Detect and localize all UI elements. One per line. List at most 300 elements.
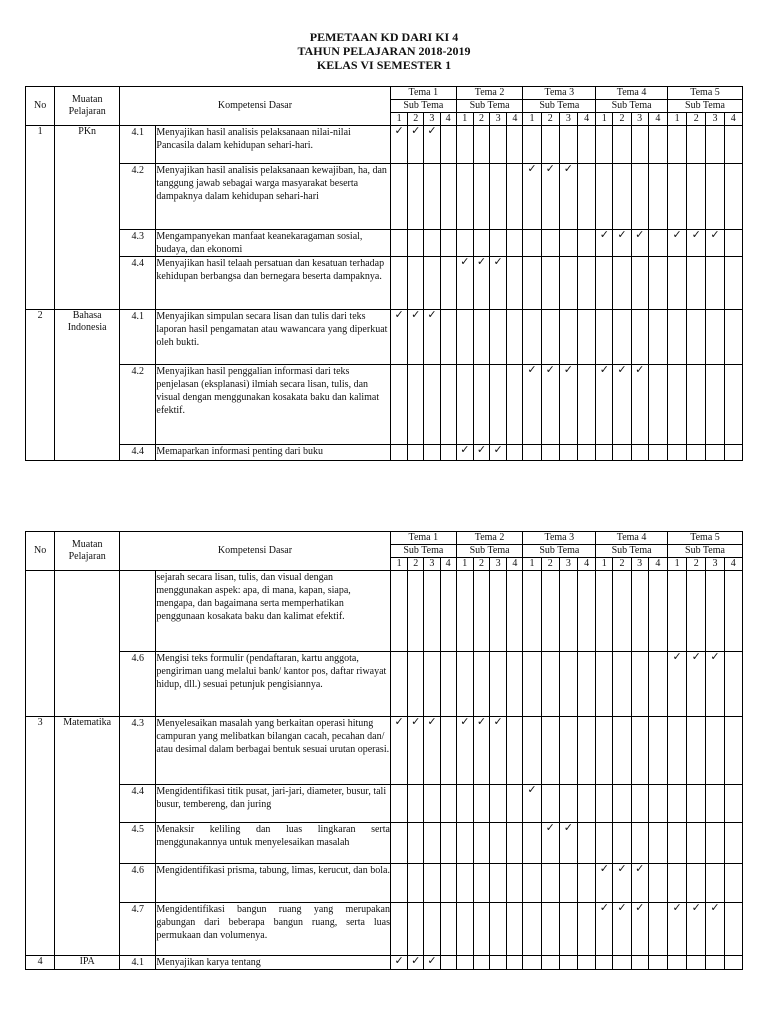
sub-tema-cell — [578, 717, 596, 785]
sub-tema-cell — [613, 310, 631, 365]
kd-code: 4.3 — [120, 717, 156, 785]
sub-tema-cell — [667, 785, 686, 823]
col-header-muatan: Muatan Pelajaran — [55, 87, 120, 126]
sub-tema-cell — [473, 903, 489, 956]
sub-tema-cell — [596, 445, 613, 461]
sub-tema-number: 3 — [559, 558, 577, 571]
sub-tema-cell — [648, 652, 667, 717]
sub-tema-cell — [706, 164, 724, 230]
check-mark: ✓ — [408, 956, 424, 970]
kd-code: 4.5 — [120, 823, 156, 864]
kd-description: Mengidentifikasi titik pusat, jari-jari, diameter, busur, tali busur, tembereng, dan juring — [156, 785, 391, 823]
sub-tema-cell — [424, 164, 440, 230]
kd-code: 4.2 — [120, 164, 156, 230]
sub-tema-cell — [523, 445, 541, 461]
table-row — [26, 903, 743, 956]
subject-name: Bahasa Indonesia — [55, 310, 120, 461]
sub-tema-cell — [687, 864, 706, 903]
sub-tema-cell — [687, 257, 706, 310]
kd-description: Menaksir keliling dan luas lingkaran serta menggunakannya untuk menyelesaikan masalah — [156, 823, 391, 864]
sub-tema-cell — [648, 257, 667, 310]
check-mark: ✓ — [390, 717, 407, 785]
sub-tema-cell — [687, 310, 706, 365]
check-mark: ✓ — [687, 652, 706, 717]
check-mark: ✓ — [596, 230, 613, 257]
table-row — [26, 571, 743, 652]
sub-tema-header: Sub Tema — [390, 545, 456, 558]
tema-header: Tema 1 — [390, 87, 456, 100]
sub-tema-cell — [724, 445, 742, 461]
sub-tema-cell — [578, 571, 596, 652]
sub-tema-cell — [424, 903, 440, 956]
sub-tema-cell — [390, 445, 407, 461]
sub-tema-cell — [541, 126, 559, 164]
sub-tema-cell — [596, 717, 613, 785]
check-mark: ✓ — [667, 903, 686, 956]
sub-tema-cell — [473, 785, 489, 823]
sub-tema-cell — [687, 956, 706, 970]
sub-tema-cell — [390, 365, 407, 445]
sub-tema-cell — [706, 956, 724, 970]
col-header-kompetensi: Kompetensi Dasar — [120, 532, 391, 571]
check-mark: ✓ — [473, 717, 489, 785]
sub-tema-cell — [390, 785, 407, 823]
sub-tema-cell — [667, 310, 686, 365]
check-mark: ✓ — [456, 445, 473, 461]
sub-tema-cell — [473, 823, 489, 864]
sub-tema-cell — [559, 257, 577, 310]
sub-tema-cell — [507, 571, 523, 652]
sub-tema-cell — [724, 164, 742, 230]
table-row — [26, 785, 743, 823]
row-number: 3 — [26, 717, 55, 956]
table-row — [26, 445, 743, 461]
check-mark: ✓ — [613, 903, 631, 956]
sub-tema-cell — [667, 717, 686, 785]
kd-code: 4.3 — [120, 230, 156, 257]
sub-tema-cell — [473, 126, 489, 164]
sub-tema-number: 4 — [648, 558, 667, 571]
sub-tema-cell — [456, 365, 473, 445]
sub-tema-cell — [667, 365, 686, 445]
sub-tema-number: 1 — [667, 558, 686, 571]
check-mark: ✓ — [408, 310, 424, 365]
sub-tema-number: 4 — [507, 113, 523, 126]
sub-tema-header: Sub Tema — [667, 100, 742, 113]
check-mark: ✓ — [687, 903, 706, 956]
kd-description: Mengampanyekan manfaat keanekaragaman sosial, budaya, dan ekonomi — [156, 230, 391, 257]
sub-tema-cell — [473, 864, 489, 903]
sub-tema-header: Sub Tema — [596, 545, 668, 558]
sub-tema-cell — [724, 956, 742, 970]
check-mark: ✓ — [473, 257, 489, 310]
sub-tema-cell — [648, 445, 667, 461]
sub-tema-cell — [648, 126, 667, 164]
sub-tema-cell — [578, 903, 596, 956]
sub-tema-cell — [490, 365, 507, 445]
sub-tema-cell — [706, 126, 724, 164]
sub-tema-cell — [490, 903, 507, 956]
sub-tema-cell — [578, 956, 596, 970]
sub-tema-cell — [578, 310, 596, 365]
check-mark: ✓ — [390, 310, 407, 365]
sub-tema-cell — [596, 164, 613, 230]
sub-tema-cell — [613, 823, 631, 864]
document-header — [0, 30, 768, 72]
sub-tema-number: 2 — [687, 113, 706, 126]
sub-tema-cell — [390, 823, 407, 864]
sub-tema-cell — [541, 785, 559, 823]
sub-tema-cell — [507, 785, 523, 823]
sub-tema-cell — [456, 571, 473, 652]
sub-tema-cell — [648, 717, 667, 785]
subject-name: IPA — [55, 956, 120, 970]
check-mark: ✓ — [424, 956, 440, 970]
sub-tema-cell — [490, 310, 507, 365]
check-mark: ✓ — [490, 445, 507, 461]
sub-tema-cell — [559, 956, 577, 970]
sub-tema-cell — [473, 365, 489, 445]
sub-tema-cell — [456, 126, 473, 164]
sub-tema-cell — [408, 257, 424, 310]
sub-tema-cell — [648, 956, 667, 970]
sub-tema-number: 4 — [724, 113, 742, 126]
sub-tema-cell — [706, 257, 724, 310]
sub-tema-cell — [424, 823, 440, 864]
sub-tema-cell — [613, 445, 631, 461]
sub-tema-number: 2 — [613, 113, 631, 126]
table-row — [26, 652, 743, 717]
sub-tema-number: 2 — [473, 113, 489, 126]
sub-tema-cell — [507, 257, 523, 310]
sub-tema-cell — [523, 717, 541, 785]
sub-tema-cell — [456, 310, 473, 365]
sub-tema-cell — [724, 365, 742, 445]
sub-tema-cell — [596, 956, 613, 970]
sub-tema-cell — [390, 230, 407, 257]
sub-tema-cell — [408, 164, 424, 230]
sub-tema-cell — [507, 903, 523, 956]
sub-tema-cell — [440, 823, 456, 864]
kd-description: Menyajikan hasil telaah persatuan dan kesatuan terhadap kehidupan berbangsa dan bernegara beserta dampaknya. — [156, 257, 391, 310]
check-mark: ✓ — [390, 126, 407, 164]
sub-tema-cell — [473, 956, 489, 970]
sub-tema-cell — [456, 230, 473, 257]
sub-tema-number: 3 — [424, 558, 440, 571]
sub-tema-cell — [687, 571, 706, 652]
sub-tema-number: 1 — [456, 113, 473, 126]
tema-header: Tema 4 — [596, 87, 668, 100]
sub-tema-cell — [596, 126, 613, 164]
sub-tema-cell — [473, 652, 489, 717]
kd-code: 4.4 — [120, 785, 156, 823]
sub-tema-cell — [613, 652, 631, 717]
sub-tema-cell — [724, 903, 742, 956]
sub-tema-cell — [523, 652, 541, 717]
sub-tema-number: 1 — [596, 113, 613, 126]
sub-tema-cell — [706, 310, 724, 365]
sub-tema-cell — [559, 652, 577, 717]
table-row — [26, 365, 743, 445]
sub-tema-cell — [424, 365, 440, 445]
tema-header: Tema 2 — [456, 532, 523, 545]
sub-tema-cell — [507, 864, 523, 903]
sub-tema-cell — [578, 445, 596, 461]
sub-tema-number: 1 — [667, 113, 686, 126]
sub-tema-cell — [648, 365, 667, 445]
sub-tema-cell — [559, 717, 577, 785]
kd-mapping-table-2 — [25, 531, 743, 970]
check-mark: ✓ — [559, 164, 577, 230]
kd-description: Mengidentifikasi prisma, tabung, limas, kerucut, dan bola. — [156, 864, 391, 903]
sub-tema-cell — [578, 126, 596, 164]
tema-header: Tema 5 — [667, 87, 742, 100]
sub-tema-cell — [559, 864, 577, 903]
sub-tema-cell — [706, 365, 724, 445]
row-number — [26, 571, 55, 717]
sub-tema-cell — [667, 445, 686, 461]
sub-tema-cell — [541, 310, 559, 365]
kd-description: Memaparkan informasi penting dari buku — [156, 445, 391, 461]
sub-tema-cell — [440, 257, 456, 310]
table-row — [26, 864, 743, 903]
sub-tema-cell — [687, 717, 706, 785]
kd-description: Menyajikan hasil penggalian informasi dari teks penjelasan (eksplanasi) ilmiah secara lisan, tulis, dan visual dengan menggunakan kosakata baku dan kalimat efektif. — [156, 365, 391, 445]
sub-tema-cell — [390, 652, 407, 717]
check-mark: ✓ — [456, 717, 473, 785]
sub-tema-header: Sub Tema — [596, 100, 668, 113]
sub-tema-header: Sub Tema — [523, 545, 596, 558]
sub-tema-cell — [507, 126, 523, 164]
sub-tema-cell — [578, 164, 596, 230]
sub-tema-cell — [559, 785, 577, 823]
sub-tema-header: Sub Tema — [456, 545, 523, 558]
sub-tema-cell — [490, 956, 507, 970]
tema-header: Tema 4 — [596, 532, 668, 545]
doc-year: TAHUN PELAJARAN 2018-2019 — [297, 44, 471, 58]
table-row — [26, 823, 743, 864]
sub-tema-cell — [687, 164, 706, 230]
check-mark: ✓ — [424, 717, 440, 785]
sub-tema-cell — [613, 717, 631, 785]
sub-tema-cell — [724, 310, 742, 365]
tema-header: Tema 1 — [390, 532, 456, 545]
check-mark: ✓ — [596, 903, 613, 956]
sub-tema-number: 2 — [613, 558, 631, 571]
sub-tema-number: 4 — [507, 558, 523, 571]
sub-tema-cell — [648, 785, 667, 823]
kd-description: Menyajikan hasil analisis pelaksanaan kewajiban, ha, dan tanggung jawab sebagai warga masyarakat beserta dampaknya dalam kehidupan sehari-hari — [156, 164, 391, 230]
sub-tema-number: 2 — [541, 113, 559, 126]
check-mark: ✓ — [490, 257, 507, 310]
table-row — [26, 717, 743, 785]
check-mark: ✓ — [490, 717, 507, 785]
sub-tema-cell — [456, 785, 473, 823]
sub-tema-cell — [559, 230, 577, 257]
sub-tema-cell — [507, 164, 523, 230]
sub-tema-cell — [578, 785, 596, 823]
sub-tema-cell — [687, 823, 706, 864]
sub-tema-cell — [390, 164, 407, 230]
sub-tema-cell — [559, 126, 577, 164]
sub-tema-cell — [523, 956, 541, 970]
col-header-no: No — [26, 532, 55, 571]
sub-tema-number: 2 — [687, 558, 706, 571]
sub-tema-number: 3 — [706, 113, 724, 126]
sub-tema-number: 3 — [631, 558, 648, 571]
sub-tema-cell — [648, 864, 667, 903]
kd-code: 4.4 — [120, 445, 156, 461]
sub-tema-cell — [408, 230, 424, 257]
sub-tema-number: 3 — [631, 113, 648, 126]
sub-tema-cell — [523, 126, 541, 164]
kd-code — [120, 571, 156, 652]
sub-tema-cell — [507, 445, 523, 461]
sub-tema-cell — [440, 164, 456, 230]
sub-tema-number: 3 — [424, 113, 440, 126]
sub-tema-cell — [424, 571, 440, 652]
check-mark: ✓ — [473, 445, 489, 461]
sub-tema-cell — [473, 164, 489, 230]
sub-tema-cell — [631, 445, 648, 461]
sub-tema-cell — [507, 823, 523, 864]
table-row — [26, 310, 743, 365]
check-mark: ✓ — [631, 864, 648, 903]
check-mark: ✓ — [706, 652, 724, 717]
row-number: 1 — [26, 126, 55, 310]
sub-tema-cell — [724, 257, 742, 310]
sub-tema-cell — [408, 785, 424, 823]
sub-tema-cell — [724, 717, 742, 785]
sub-tema-number: 4 — [648, 113, 667, 126]
sub-tema-cell — [613, 257, 631, 310]
kd-description: sejarah secara lisan, tulis, dan visual dengan menggunakan aspek: apa, di mana, kapan, siapa, mengapa, dan bagaimana serta memperhatikan penggunaan kosakata baku dan kalimat efektif. — [156, 571, 391, 652]
sub-tema-cell — [724, 823, 742, 864]
check-mark: ✓ — [541, 164, 559, 230]
check-mark: ✓ — [523, 164, 541, 230]
sub-tema-cell — [424, 864, 440, 903]
sub-tema-number: 4 — [724, 558, 742, 571]
sub-tema-cell — [578, 230, 596, 257]
tema-header: Tema 3 — [523, 532, 596, 545]
sub-tema-cell — [390, 903, 407, 956]
subject-name: Matematika — [55, 717, 120, 956]
doc-title: PEMETAAN KD DARI KI 4 — [309, 30, 459, 44]
kd-description: Menyajikan simpulan secara lisan dan tulis dari teks laporan hasil pengamatan atau wawancara yang diperkuat oleh bukti. — [156, 310, 391, 365]
sub-tema-cell — [667, 956, 686, 970]
sub-tema-cell — [390, 864, 407, 903]
sub-tema-cell — [456, 823, 473, 864]
table-row — [26, 956, 743, 970]
sub-tema-cell — [631, 785, 648, 823]
sub-tema-cell — [613, 126, 631, 164]
sub-tema-cell — [724, 571, 742, 652]
sub-tema-cell — [507, 652, 523, 717]
check-mark: ✓ — [613, 230, 631, 257]
sub-tema-cell — [596, 823, 613, 864]
sub-tema-cell — [440, 445, 456, 461]
check-mark: ✓ — [408, 126, 424, 164]
sub-tema-cell — [631, 717, 648, 785]
sub-tema-cell — [490, 652, 507, 717]
sub-tema-cell — [440, 126, 456, 164]
sub-tema-cell — [390, 257, 407, 310]
sub-tema-header: Sub Tema — [456, 100, 523, 113]
sub-tema-cell — [523, 823, 541, 864]
sub-tema-cell — [667, 126, 686, 164]
sub-tema-cell — [507, 365, 523, 445]
sub-tema-cell — [648, 230, 667, 257]
sub-tema-number: 3 — [706, 558, 724, 571]
row-number: 2 — [26, 310, 55, 461]
sub-tema-cell — [724, 785, 742, 823]
sub-tema-number: 1 — [456, 558, 473, 571]
check-mark: ✓ — [613, 864, 631, 903]
sub-tema-cell — [724, 230, 742, 257]
sub-tema-cell — [440, 571, 456, 652]
sub-tema-cell — [390, 571, 407, 652]
check-mark: ✓ — [687, 230, 706, 257]
sub-tema-cell — [596, 310, 613, 365]
kd-code: 4.1 — [120, 126, 156, 164]
sub-tema-cell — [490, 230, 507, 257]
sub-tema-number: 1 — [390, 113, 407, 126]
sub-tema-cell — [523, 571, 541, 652]
sub-tema-cell — [456, 652, 473, 717]
kd-description: Menyajikan karya tentang — [156, 956, 391, 970]
kd-code: 4.6 — [120, 652, 156, 717]
sub-tema-cell — [541, 864, 559, 903]
sub-tema-cell — [724, 864, 742, 903]
sub-tema-cell — [408, 571, 424, 652]
sub-tema-cell — [667, 864, 686, 903]
sub-tema-cell — [473, 571, 489, 652]
sub-tema-cell — [559, 445, 577, 461]
sub-tema-cell — [440, 864, 456, 903]
sub-tema-number: 4 — [440, 558, 456, 571]
sub-tema-number: 4 — [578, 113, 596, 126]
sub-tema-number: 3 — [490, 113, 507, 126]
sub-tema-cell — [424, 785, 440, 823]
sub-tema-cell — [490, 571, 507, 652]
sub-tema-cell — [596, 785, 613, 823]
sub-tema-cell — [667, 164, 686, 230]
subject-name — [55, 571, 120, 717]
check-mark: ✓ — [523, 785, 541, 823]
sub-tema-cell — [523, 310, 541, 365]
sub-tema-number: 2 — [408, 558, 424, 571]
sub-tema-cell — [706, 823, 724, 864]
sub-tema-cell — [507, 230, 523, 257]
kd-code: 4.6 — [120, 864, 156, 903]
sub-tema-cell — [424, 257, 440, 310]
table-row — [26, 126, 743, 164]
tema-header: Tema 2 — [456, 87, 523, 100]
check-mark: ✓ — [706, 903, 724, 956]
sub-tema-cell — [440, 785, 456, 823]
check-mark: ✓ — [559, 365, 577, 445]
sub-tema-cell — [667, 823, 686, 864]
row-number: 4 — [26, 956, 55, 970]
sub-tema-cell — [440, 956, 456, 970]
sub-tema-number: 1 — [390, 558, 407, 571]
sub-tema-cell — [648, 823, 667, 864]
sub-tema-cell — [687, 445, 706, 461]
sub-tema-number: 4 — [578, 558, 596, 571]
sub-tema-cell — [578, 652, 596, 717]
check-mark: ✓ — [667, 230, 686, 257]
sub-tema-cell — [631, 164, 648, 230]
